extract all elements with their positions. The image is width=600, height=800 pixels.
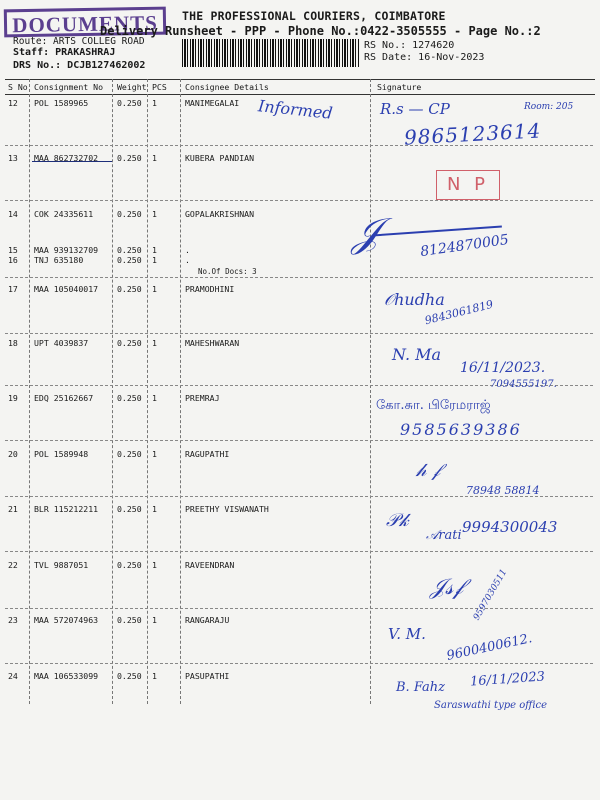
- row-consignee: PASUPATHI: [185, 671, 230, 681]
- row-sno: 22: [8, 560, 18, 570]
- handwritten-note: Room: 205: [524, 102, 574, 112]
- row-consignment: TNJ 635180: [34, 255, 84, 265]
- row-consignment: MAA 572074963: [34, 615, 99, 625]
- handwritten-signature: R.s — CP: [380, 100, 450, 118]
- handwritten-phone: 78948 58814: [466, 484, 540, 497]
- row-pcs: 1: [152, 338, 157, 348]
- row-pcs: 1: [152, 449, 157, 459]
- row-consignee: PREMRAJ: [185, 393, 220, 403]
- row-separator: [5, 551, 593, 552]
- handwritten-phone: 9585639386: [400, 420, 522, 439]
- row-consignee: RAGUPATHI: [185, 449, 230, 459]
- row-pcs: 1: [152, 393, 157, 403]
- row-consignment: UPT 4039837: [34, 338, 89, 348]
- handwritten-phone: 9600400612.: [445, 631, 534, 664]
- row-weight: 0.250: [117, 98, 142, 108]
- row-weight: 0.250: [117, 209, 142, 219]
- row-separator: [5, 608, 593, 609]
- row-consignment: MAA 106533099: [34, 671, 99, 681]
- row-weight: 0.250: [117, 449, 142, 459]
- np-stamp: N P: [436, 170, 500, 200]
- row-consignment: EDQ 25162667: [34, 393, 94, 403]
- column-divider: [180, 79, 181, 704]
- row-consignment: TVL 9887051: [34, 560, 89, 570]
- row-separator: [5, 200, 593, 201]
- row-consignment: COK 24335611: [34, 209, 94, 219]
- row-pcs: 1: [152, 245, 157, 255]
- row-consignment: POL 1589948: [34, 449, 89, 459]
- handwritten-date: 16/11/2023.: [460, 360, 546, 376]
- row-consignment: POL 1589965: [34, 98, 89, 108]
- row-consignee: PREETHY VISWANATH: [185, 504, 269, 514]
- row-weight: 0.250: [117, 560, 142, 570]
- row-consignee: .: [185, 245, 190, 255]
- row-sno: 20: [8, 449, 18, 459]
- row-pcs: 1: [152, 560, 157, 570]
- pen-underline: [32, 161, 112, 162]
- row-weight: 0.250: [117, 245, 142, 255]
- row-weight: 0.250: [117, 671, 142, 681]
- row-separator: [5, 145, 593, 146]
- row-pcs: 1: [152, 209, 157, 219]
- handwritten-note: Informed: [257, 96, 334, 123]
- handwritten-note: Saraswathi type office: [434, 700, 548, 711]
- row-sno: 16: [8, 255, 18, 265]
- row-sno: 19: [8, 393, 18, 403]
- column-divider: [29, 79, 30, 704]
- company-title: THE PROFESSIONAL COURIERS, COIMBATORE: [182, 9, 446, 23]
- handwritten-signature: 𝒥𝓈𝒻: [430, 575, 464, 600]
- row-separator: [5, 277, 593, 278]
- row-consignee: RAVEENDRAN: [185, 560, 235, 570]
- staff-line: Staff: PRAKASHRAJ: [13, 47, 116, 58]
- handwritten-phone: 9597030511: [471, 567, 510, 623]
- row-sno: 23: [8, 615, 18, 625]
- table-header: [5, 79, 595, 95]
- barcode-image: [182, 39, 360, 67]
- row-pcs: 1: [152, 671, 157, 681]
- row-consignment: MAA 105040017: [34, 284, 99, 294]
- handwritten-phone: 7094555197.: [490, 379, 557, 390]
- row-pcs: 1: [152, 255, 157, 265]
- column-divider: [112, 79, 113, 704]
- row-consignee: PRAMODHINI: [185, 284, 235, 294]
- handwritten-signature: N. Ma: [392, 345, 442, 364]
- row-weight: 0.250: [117, 615, 142, 625]
- row-consignment: BLR 115212211: [34, 504, 99, 514]
- row-consignee: RANGARAJU: [185, 615, 230, 625]
- row-weight: 0.250: [117, 255, 142, 265]
- column-divider: [370, 79, 371, 704]
- row-separator: [5, 663, 593, 664]
- row-sno: 21: [8, 504, 18, 514]
- column-divider: [147, 79, 148, 704]
- row-weight: 0.250: [117, 338, 142, 348]
- row-sno: 13: [8, 153, 18, 163]
- row-sno: 12: [8, 98, 18, 108]
- col-consignment: Consignment No: [34, 82, 104, 92]
- col-weight: Weight: [117, 82, 147, 92]
- handwritten-signature: 𝒥: [352, 210, 380, 256]
- rs-number: RS No.: 1274620: [364, 40, 455, 51]
- row-pcs: 1: [152, 98, 157, 108]
- handwritten-signature: 𝒫𝓀: [386, 510, 409, 531]
- handwritten-phone: 8124870005: [419, 231, 510, 261]
- row-sno: 18: [8, 338, 18, 348]
- row-weight: 0.250: [117, 284, 142, 294]
- row-sno: 15: [8, 245, 18, 255]
- col-signature: Signature: [377, 82, 422, 92]
- row-pcs: 1: [152, 615, 157, 625]
- row-separator: [5, 333, 593, 334]
- documents-stamp: DOCUMENTS: [4, 7, 166, 38]
- handwritten-signature: V. M.: [388, 625, 426, 643]
- row-weight: 0.250: [117, 153, 142, 163]
- handwritten-signature: 𝒽 𝒻: [416, 460, 441, 481]
- drs-line: DRS No.: DCJB127462002: [13, 60, 146, 71]
- handwritten-signature: 𝒜rati: [426, 528, 462, 543]
- col-sno: S No: [8, 82, 28, 92]
- row-consignment: MAA 939132709: [34, 245, 99, 255]
- row-consignee: MAHESHWARAN: [185, 338, 240, 348]
- row-pcs: 1: [152, 504, 157, 514]
- handwritten-signature: B. Fahz: [396, 680, 445, 695]
- handwritten-phone: 9865123614: [403, 118, 542, 150]
- runsheet-title: Delivery Runsheet - PPP - Phone No.:0422-3505555 - Page No.:2: [100, 24, 541, 38]
- docs-count: No.Of Docs: 3: [198, 267, 257, 276]
- row-pcs: 1: [152, 153, 157, 163]
- row-pcs: 1: [152, 284, 157, 294]
- row-separator: [5, 440, 593, 441]
- handwritten-tamil-name: கோ.சுா. பிரேமராஜ்: [376, 398, 491, 413]
- col-pcs: PCS: [152, 82, 167, 92]
- rs-date: RS Date: 16-Nov-2023: [364, 52, 485, 63]
- row-consignee: .: [185, 255, 190, 265]
- handwritten-phone: 9843061819: [423, 297, 495, 328]
- handwritten-phone: 9994300043: [462, 518, 558, 536]
- handwritten-date: 16/11/2023: [469, 669, 546, 690]
- row-sno: 24: [8, 671, 18, 681]
- handwritten-signature: 𝒪hudha: [384, 290, 445, 309]
- row-consignment: MAA 862732702: [34, 153, 99, 163]
- row-consignee: KUBERA PANDIAN: [185, 153, 255, 163]
- row-weight: 0.250: [117, 393, 142, 403]
- row-sno: 14: [8, 209, 18, 219]
- row-consignee: MANIMEGALAI: [185, 98, 240, 108]
- row-consignee: GOPALAKRISHNAN: [185, 209, 255, 219]
- route-line: Route: ARTS COLLEG ROAD: [13, 36, 145, 47]
- row-sno: 17: [8, 284, 18, 294]
- col-consignee: Consignee Details: [185, 82, 269, 92]
- row-weight: 0.250: [117, 504, 142, 514]
